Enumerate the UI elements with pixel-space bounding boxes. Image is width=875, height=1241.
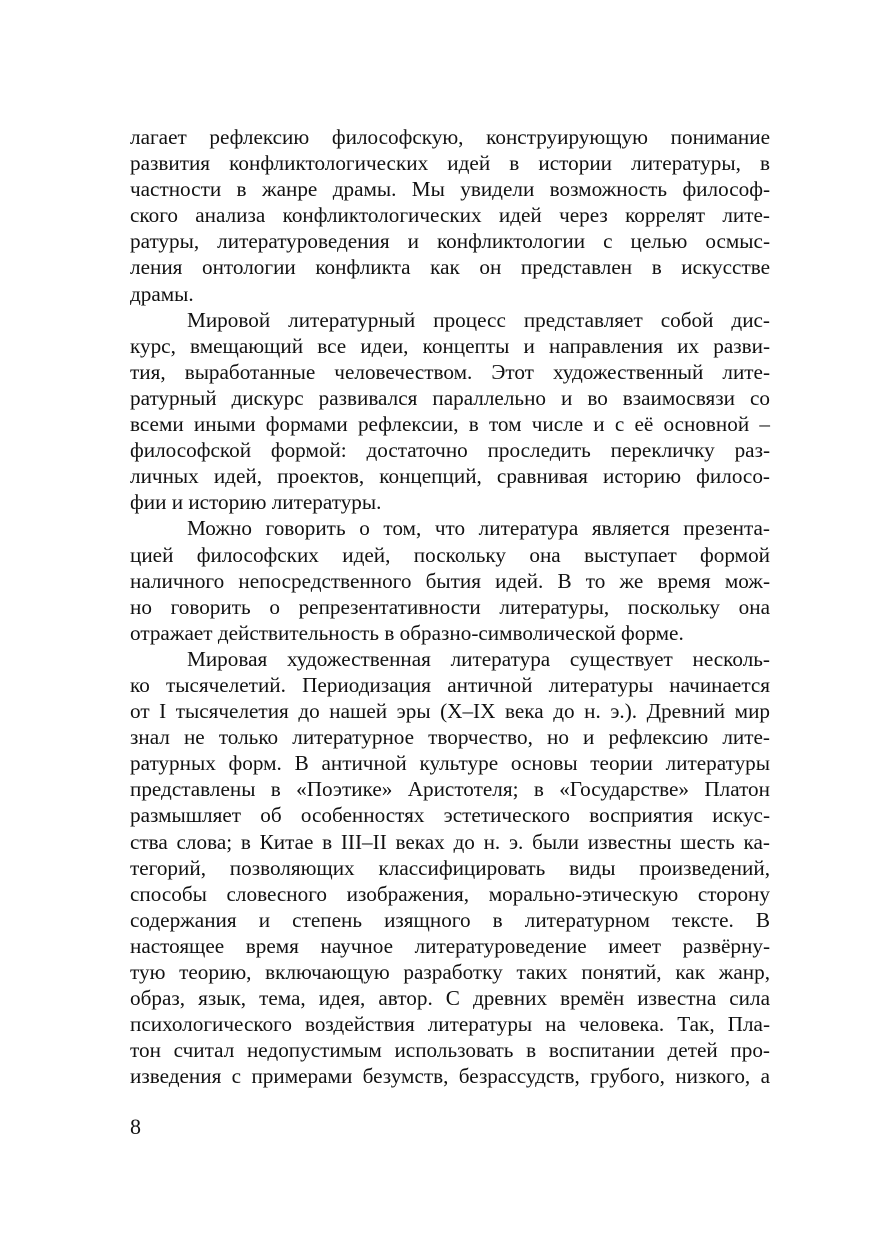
text-line: всеми иными формами рефлексии, в том числе и с её основной – bbox=[130, 412, 770, 437]
text-line: ратуры, литературоведения и конфликтологии с целью осмыс- bbox=[130, 229, 770, 254]
text-line: настоящее время научное литературоведение имеет развёрну- bbox=[130, 933, 770, 958]
text-line: представлены в «Поэтике» Аристотеля; в «Государстве» Платон bbox=[130, 777, 770, 802]
text-line: ства слова; в Китае в III–II веках до н. э. были известны шесть ка- bbox=[130, 829, 770, 854]
text-line: ления онтологии конфликта как он представлен в искусстве bbox=[130, 255, 770, 280]
text-line: содержания и степень изящного в литературном тексте. В bbox=[130, 907, 770, 932]
text-line: знал не только литературное творчество, но и рефлексию лите- bbox=[130, 725, 770, 750]
paragraph bbox=[130, 646, 770, 1090]
text-line: наличного непосредственного бытия идей. В то же время мож- bbox=[130, 568, 770, 593]
text-line: ко тысячелетий. Периодизация античной литературы начинается bbox=[130, 672, 770, 697]
text-line: но говорить о репрезентативности литературы, поскольку она bbox=[130, 594, 770, 619]
paragraph bbox=[130, 124, 770, 307]
text-line: цией философских идей, поскольку она выступает формой bbox=[130, 542, 770, 567]
text-line: отражает действительность в образно-символической форме. bbox=[130, 620, 684, 645]
text-line: тия, выработанные человечеством. Этот художественный лите- bbox=[130, 359, 770, 384]
text-line: ского анализа конфликтологических идей через коррелят лите- bbox=[130, 203, 770, 228]
text-line: от I тысячелетия до нашей эры (X–IX века до н. э.). Древний мир bbox=[130, 699, 770, 724]
text-line: частности в жанре драмы. Мы увидели возможность философ- bbox=[130, 177, 770, 202]
text-line: образ, язык, тема, идея, автор. С древних времён известна сила bbox=[130, 986, 770, 1011]
text-line: личных идей, проектов, концепций, сравнивая историю филосо- bbox=[130, 464, 770, 489]
text-line: ратурных форм. В античной культуре основы теории литературы bbox=[130, 751, 770, 776]
paragraph bbox=[130, 307, 770, 516]
text-line: изведения с примерами безумств, безрассудств, грубого, низкого, а bbox=[130, 1064, 770, 1089]
text-line: способы словесного изображения, морально-этическую сторону bbox=[130, 881, 770, 906]
text-line: Мировая художественная литература существует несколь- bbox=[187, 646, 770, 671]
text-line: лагает рефлексию философскую, конструирующую понимание bbox=[130, 125, 770, 149]
text-line: фии и историю литературы. bbox=[130, 490, 382, 515]
text-line: философской формой: достаточно проследить перекличку раз- bbox=[130, 438, 770, 463]
text-line: психологического воздействия литературы на человека. Так, Пла- bbox=[130, 1012, 770, 1037]
text-line: тегорий, позволяющих классифицировать виды произведений, bbox=[130, 855, 770, 880]
body-text bbox=[130, 124, 770, 1089]
text-line: Мировой литературный процесс представляет собой дис- bbox=[187, 307, 770, 332]
text-line: развития конфликтологических идей в истории литературы, в bbox=[130, 151, 770, 176]
text-line: ратурный дискурс развивался параллельно и во взаимосвязи со bbox=[130, 385, 770, 410]
text-line: Можно говорить о том, что литература является презента- bbox=[187, 516, 770, 541]
paragraph bbox=[130, 515, 770, 645]
text-line: тон считал недопустимым использовать в воспитании детей про- bbox=[130, 1038, 770, 1063]
text-line: драмы. bbox=[130, 281, 194, 306]
text-line: размышляет об особенностях эстетического восприятия искус- bbox=[130, 803, 770, 828]
text-line: курс, вмещающий все идеи, концепты и направления их разви- bbox=[130, 333, 770, 358]
page-number: 8 bbox=[130, 1114, 141, 1139]
text-line: тую теорию, включающую разработку таких понятий, как жанр, bbox=[130, 960, 770, 984]
